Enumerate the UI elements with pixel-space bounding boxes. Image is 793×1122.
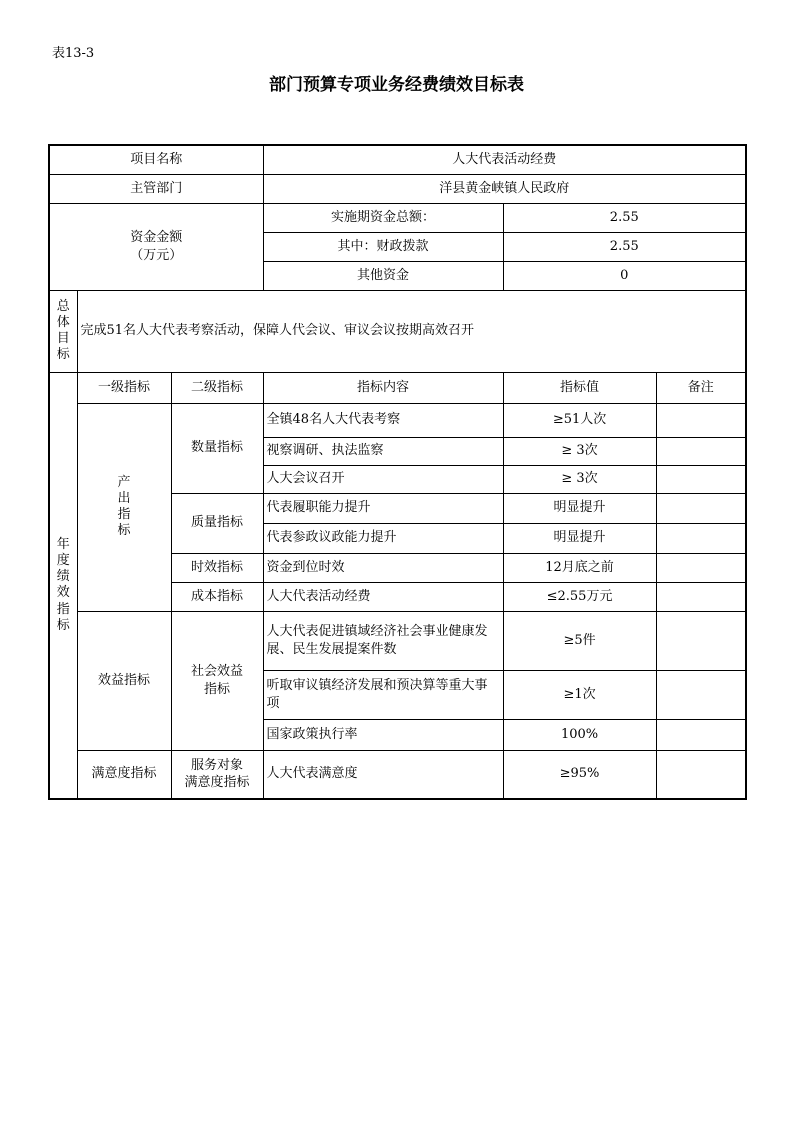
fiscal-funds-label: 其中：财政拨款 <box>263 232 503 261</box>
indicator-value: ≤2.55万元 <box>503 582 656 611</box>
indicator-content: 国家政策执行率 <box>263 719 503 750</box>
satisfaction-indicator-label: 满意度指标 <box>77 750 171 799</box>
indicator-note <box>656 611 746 670</box>
fiscal-funds-value: 2.55 <box>503 232 746 261</box>
table-row <box>49 750 746 799</box>
indicator-note <box>656 493 746 523</box>
indicator-note <box>656 523 746 553</box>
indicator-note <box>656 719 746 750</box>
indicator-content: 人大代表促进镇域经济社会事业健康发展、民生发展提案件数 <box>263 611 503 670</box>
indicator-note <box>656 465 746 493</box>
indicator-value: ≥5件 <box>503 611 656 670</box>
indicator-content: 代表参政议政能力提升 <box>263 523 503 553</box>
dept-value: 洋县黄金峡镇人民政府 <box>263 174 746 203</box>
table-row <box>49 611 746 670</box>
overall-goal-label: 总 体 目 标 <box>49 290 77 372</box>
benefit-indicator-label: 效益指标 <box>77 611 171 750</box>
annual-indicators-label: 年 度 绩 效 指 标 <box>49 372 77 799</box>
indicator-content: 听取审议镇经济发展和预决算等重大事项 <box>263 670 503 719</box>
total-funds-label: 实施期资金总额： <box>263 203 503 232</box>
quality-indicator-label: 质量指标 <box>171 493 263 553</box>
indicator-value: ≥1次 <box>503 670 656 719</box>
cost-indicator-label: 成本指标 <box>171 582 263 611</box>
indicator-note <box>656 750 746 799</box>
table-row <box>49 174 746 203</box>
service-satisfaction-indicator-label: 服务对象 满意度指标 <box>171 750 263 799</box>
indicator-value: 12月底之前 <box>503 553 656 582</box>
other-funds-label: 其他资金 <box>263 261 503 290</box>
indicator-content: 代表履职能力提升 <box>263 493 503 523</box>
table-row <box>49 203 746 232</box>
table-row <box>49 403 746 437</box>
indicator-value: ≥ 3次 <box>503 465 656 493</box>
quantity-indicator-label: 数量指标 <box>171 403 263 493</box>
indicator-note <box>656 582 746 611</box>
table-row <box>49 145 746 174</box>
indicator-note <box>656 403 746 437</box>
indicator-note <box>656 437 746 465</box>
funds-label-main: 资金金额 <box>130 229 183 245</box>
header-value: 指标值 <box>503 372 656 403</box>
overall-goal-text: 完成51名人大代表考察活动，保障人代会议、审议会议按期高效召开 <box>77 290 746 372</box>
indicator-content: 人大会议召开 <box>263 465 503 493</box>
indicator-value: 明显提升 <box>503 523 656 553</box>
performance-table <box>48 144 747 800</box>
table-row <box>49 372 746 403</box>
indicator-content: 视察调研、执法监察 <box>263 437 503 465</box>
indicator-value: ≥95% <box>503 750 656 799</box>
header-level1: 一级指标 <box>77 372 171 403</box>
indicator-value: ≥51人次 <box>503 403 656 437</box>
project-name-value: 人大代表活动经费 <box>263 145 746 174</box>
indicator-note <box>656 553 746 582</box>
page-title: 部门预算专项业务经费绩效目标表 <box>269 75 524 95</box>
social-benefit-indicator-label: 社会效益 指标 <box>171 611 263 750</box>
header-content: 指标内容 <box>263 372 503 403</box>
funds-label <box>49 203 263 290</box>
timeliness-indicator-label: 时效指标 <box>171 553 263 582</box>
indicator-content: 资金到位时效 <box>263 553 503 582</box>
other-funds-value: 0 <box>503 261 746 290</box>
total-funds-value: 2.55 <box>503 203 746 232</box>
project-name-label: 项目名称 <box>49 145 263 174</box>
funds-label-unit: （万元） <box>130 247 183 263</box>
header-level2: 二级指标 <box>171 372 263 403</box>
indicator-note <box>656 670 746 719</box>
indicator-value: 100% <box>503 719 656 750</box>
indicator-content: 人大代表满意度 <box>263 750 503 799</box>
table-number: 表13-3 <box>52 46 95 61</box>
indicator-value: ≥ 3次 <box>503 437 656 465</box>
indicator-value: 明显提升 <box>503 493 656 523</box>
indicator-content: 全镇48名人大代表考察 <box>263 403 503 437</box>
table-row <box>49 290 746 372</box>
dept-label: 主管部门 <box>49 174 263 203</box>
header-note: 备注 <box>656 372 746 403</box>
indicator-content: 人大代表活动经费 <box>263 582 503 611</box>
output-indicator-label: 产 出 指 标 <box>77 403 171 611</box>
